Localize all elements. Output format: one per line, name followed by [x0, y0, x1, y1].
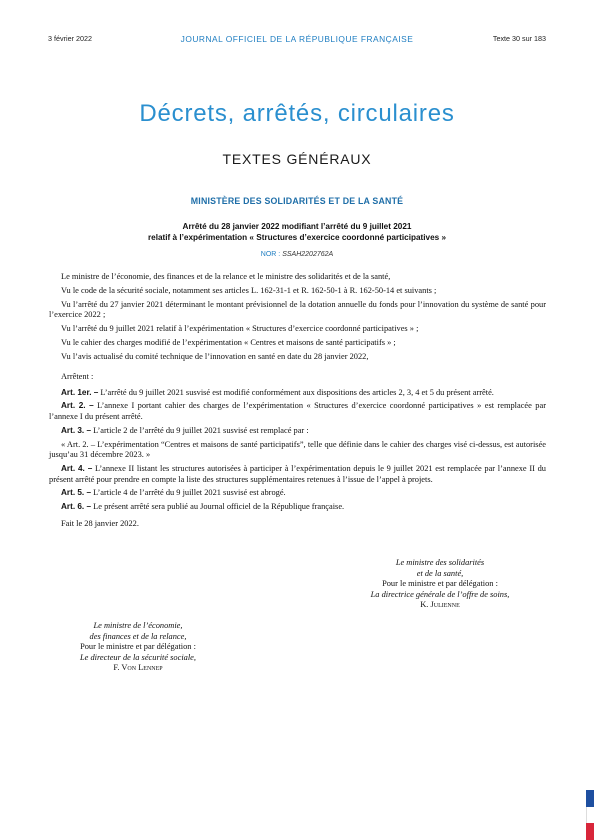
- signature-line: Le ministre des solidarités: [395, 558, 485, 567]
- arrete-title-line-2: relatif à l’expérimentation « Structures d’exercice coordonné participatives »: [147, 232, 447, 242]
- document-body: [49, 272, 546, 533]
- article-label: Art. 5. –: [61, 488, 92, 498]
- arrete-title-line-1: Arrêté du 28 janvier 2022 modifiant l’arrêté du 9 juillet 2021: [182, 222, 412, 231]
- header-date: 3 février 2022: [48, 34, 92, 43]
- article-paragraph: [49, 388, 546, 399]
- visa-paragraph: Vu le code de la sécurité sociale, notamment ses articles L. 162-31-1 et R. 162-50-1 à R. 162-50-14 et suivants ;: [61, 285, 437, 295]
- visa-paragraph: Le ministre de l’économie, des finances et de la relance et le ministre des solidarités et de la santé,: [61, 272, 391, 281]
- nor-code: SSAH2202762A: [282, 251, 334, 258]
- article-text: L’article 2 de l’arrêté du 9 juillet 2021 susvisé est remplacé par :: [93, 425, 309, 435]
- article-label: Art. 1er. –: [61, 387, 99, 397]
- arretent-line: Arrêtent :: [61, 372, 94, 382]
- article-label: Art. 2. –: [61, 401, 94, 411]
- signature-line: Le ministre de l’économie,: [93, 621, 183, 630]
- signature-line: et de la santé,: [416, 568, 464, 578]
- signature-line: Pour le ministre et par délégation :: [382, 579, 498, 589]
- article-paragraph: [49, 401, 546, 422]
- article-text: L’arrêté du 9 juillet 2021 susvisé est modifié conformément aux dispositions des articles 2, 3, 4 et 5 du présent arrêté.: [100, 387, 494, 397]
- fait-line: Fait le 28 janvier 2022.: [61, 518, 139, 528]
- flag-red-band: [586, 823, 594, 840]
- arrete-title: [0, 222, 594, 243]
- signature-line: des finances et de la relance,: [89, 631, 187, 641]
- article-paragraph: [49, 502, 546, 513]
- flag-blue-band: [586, 790, 594, 807]
- visa-paragraph: Vu l’avis actualisé du comité technique de l’innovation en santé en date du 28 janvier 2022,: [61, 351, 369, 361]
- signature-line: Le directeur de la sécurité sociale,: [80, 652, 196, 662]
- article-text: L’annexe II listant les structures autorisées à participer à l’expérimentation depuis le 9 juillet 2021 est remplacée par l’annexe II du présent arrêté pour prendre en compte la liste des structures supplémentaires retenues à l’issue de l’appel à projets.: [49, 464, 546, 484]
- section-title: Décrets, arrêtés, circulaires: [139, 100, 455, 127]
- signature-block-economie: [48, 621, 228, 674]
- signatory-name: F. Von Lennep: [113, 663, 163, 673]
- signature-line: Pour le ministre et par délégation :: [80, 642, 196, 652]
- article-label: Art. 4. –: [61, 464, 93, 473]
- visa-paragraph: Vu l’arrêté du 9 juillet 2021 relatif à l’expérimentation « Structures d’exercice coordonné participatives » ;: [61, 323, 419, 333]
- signatory-name: K. Julienne: [420, 600, 460, 610]
- article-paragraph: [49, 488, 546, 499]
- article-text: L’article 4 de l’arrêté du 9 juillet 2021 susvisé est abrogé.: [93, 488, 286, 498]
- article-quote-paragraph: « Art. 2. – L’expérimentation “Centres et maisons de santé participatifs”, telle que définie dans le cahier des charges visé ci-dessus, est autorisée jusqu’au 31 décembre 2023. »: [49, 439, 546, 460]
- header-texte-number: Texte 30 sur 183: [492, 34, 546, 43]
- article-text: Le présent arrêté sera publié au Journal officiel de la République française.: [93, 502, 345, 512]
- signature-block-sante: [330, 558, 550, 611]
- article-label: Art. 3. –: [61, 425, 92, 435]
- article-label: Art. 6. –: [61, 502, 92, 512]
- nor-reference: [0, 251, 594, 258]
- signature-line: La directrice générale de l’offre de soins,: [370, 589, 510, 599]
- nor-label: NOR :: [260, 251, 281, 258]
- header-journal-name: JOURNAL OFFICIEL DE LA RÉPUBLIQUE FRANÇAISE: [180, 33, 414, 44]
- flag-white-band: [586, 807, 594, 823]
- visa-paragraph: Vu l’arrêté du 27 janvier 2021 déterminant le montant prévisionnel de la dotation annuelle du fonds pour l’innovation du système de santé pour l’exercice 2022 ;: [49, 299, 546, 320]
- ministry-heading: MINISTÈRE DES SOLIDARITÉS ET DE LA SANTÉ: [190, 196, 404, 206]
- article-paragraph: [49, 426, 546, 437]
- article-text: L’annexe I portant cahier des charges de l’expérimentation « Structures d’exercice coordonné participatives » est remplacée par l’annexe I du présent arrêté.: [49, 401, 546, 422]
- section-subtitle: TEXTES GÉNÉRAUX: [222, 151, 372, 167]
- french-flag-marker: [586, 790, 594, 840]
- visa-paragraph: Vu le cahier des charges modifié de l’expérimentation « Centres et maisons de santé participatifs » ;: [61, 337, 396, 347]
- article-paragraph: [49, 464, 546, 485]
